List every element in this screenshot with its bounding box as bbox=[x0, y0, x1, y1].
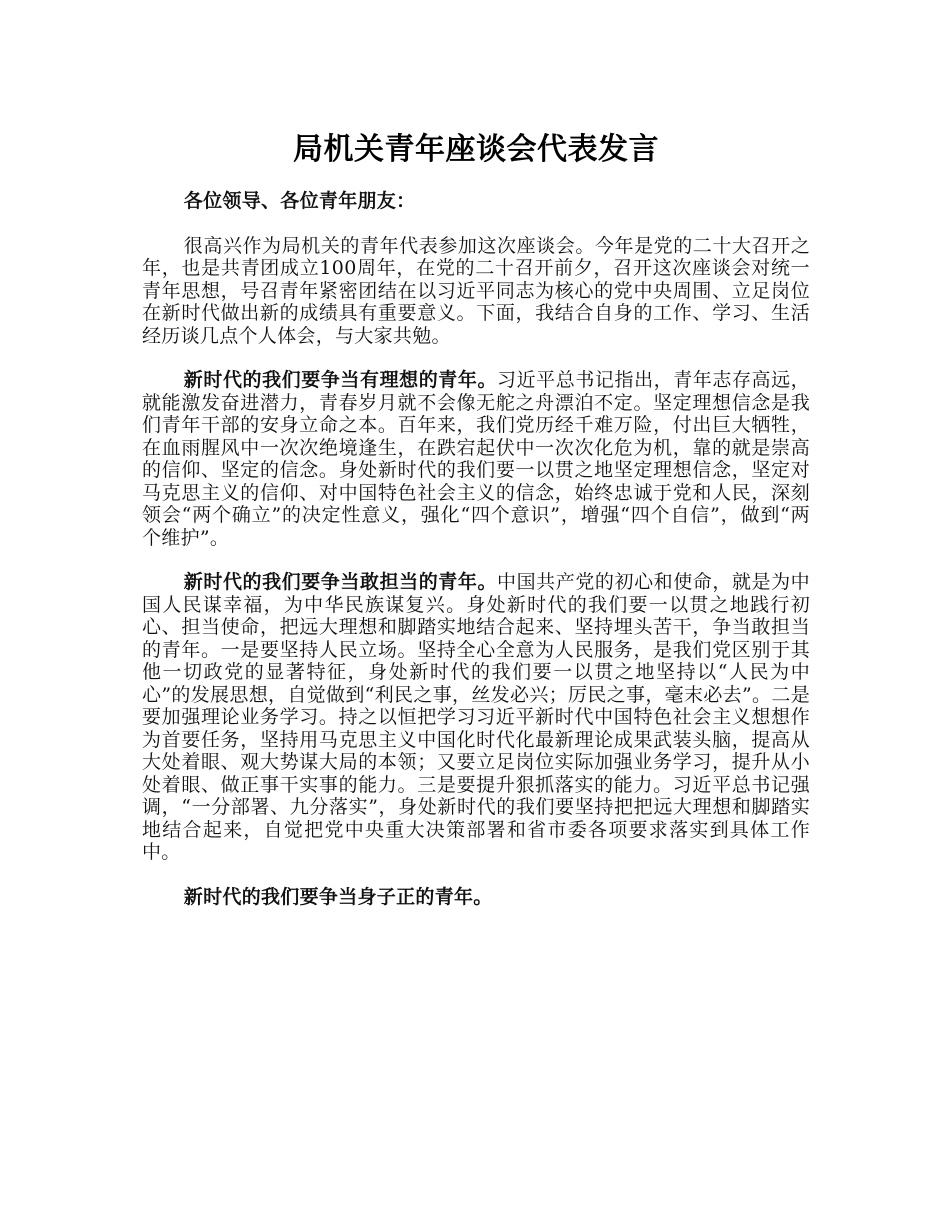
paragraph-text: 习近平总书记指出，青年志存高远，就能激发奋进潜力，青春岁月就不会像无舵之舟漂泊不定。坚定理想信念是我们青年干部的安身立命之本。百年来，我们党历经千难万险，付出巨大牺牲，在血雨腥风中一次次绝境逢生，在跌宕起伏中一次次化危为机，靠的就是崇高的信仰、坚定的信念。身处新时代的我们要一以贯之地坚定理想信念，坚定对马克思主义的信仰、对中国特色社会主义的信念，始终忠诚于党和人民，深刻领会“两个确立”的决定性意义，强化“四个意识”，增强“四个自信”，做到“两个维护”。 bbox=[142, 369, 810, 549]
paragraph-lead: 新时代的我们要争当敢担当的青年。 bbox=[183, 571, 498, 593]
paragraph-text: 中国共产党的初心和使命，就是为中国人民谋幸福，为中华民族谋复兴。身处新时代的我们要一以贯之地践行初心、担当使命，把远大理想和脚踏实地结合起来、坚持埋头苦干，争当敢担当的青年。一是要坚持人民立场。坚持全心全意为人民服务，是我们党区别于其他一切政党的显著特征，身处新时代的我们要一以贯之地坚持以“人民为中心”的发展思想，自觉做到“利民之事，丝发必兴；厉民之事，毫末必去”。二是要加强理论业务学习。持之以恒把学习习近平新时代中国特色社会主义想想作为首要任务，坚持用马克思主义中国化时代化最新理论成果武装头脑，提高从大处着眼、观大势谋大局的本领；又要立足岗位实际加强业务学习，提升从小处着眼、做正事干实事的能力。三是要提升狠抓落实的能力。习近平总书记强调，“一分部署、九分落实”，身处新时代的我们要坚持把把远大理想和脚踏实地结合起来，自觉把党中央重大决策部署和省市委各项要求落实到具体工作中。 bbox=[142, 571, 810, 863]
paragraph-lead: 新时代的我们要争当有理想的青年。 bbox=[183, 369, 498, 391]
salutation: 各位领导、各位青年朋友： bbox=[183, 190, 416, 212]
paragraph-text: 很高兴作为局机关的青年代表参加这次座谈会。今年是党的二十大召开之年，也是共青团成立100周年，在党的二十召开前夕，召开这次座谈会对统一青年思想，号召青年紧密团结在以习近平同志为核心的党中央周围、立足岗位在新时代做出新的成绩具有重要意义。下面，我结合自身的工作、学习、生活经历谈几点个人体会，与大家共勉。 bbox=[142, 234, 810, 347]
paragraph-ideal bbox=[142, 369, 810, 549]
document-body bbox=[142, 128, 810, 930]
paragraph-responsibility bbox=[142, 571, 810, 864]
paragraph-lead: 新时代的我们要争当身子正的青年。 bbox=[183, 885, 493, 908]
paragraph-integrity bbox=[142, 886, 810, 909]
document-title: 局机关青年座谈会代表发言 bbox=[293, 132, 659, 167]
paragraph-intro bbox=[142, 235, 810, 348]
